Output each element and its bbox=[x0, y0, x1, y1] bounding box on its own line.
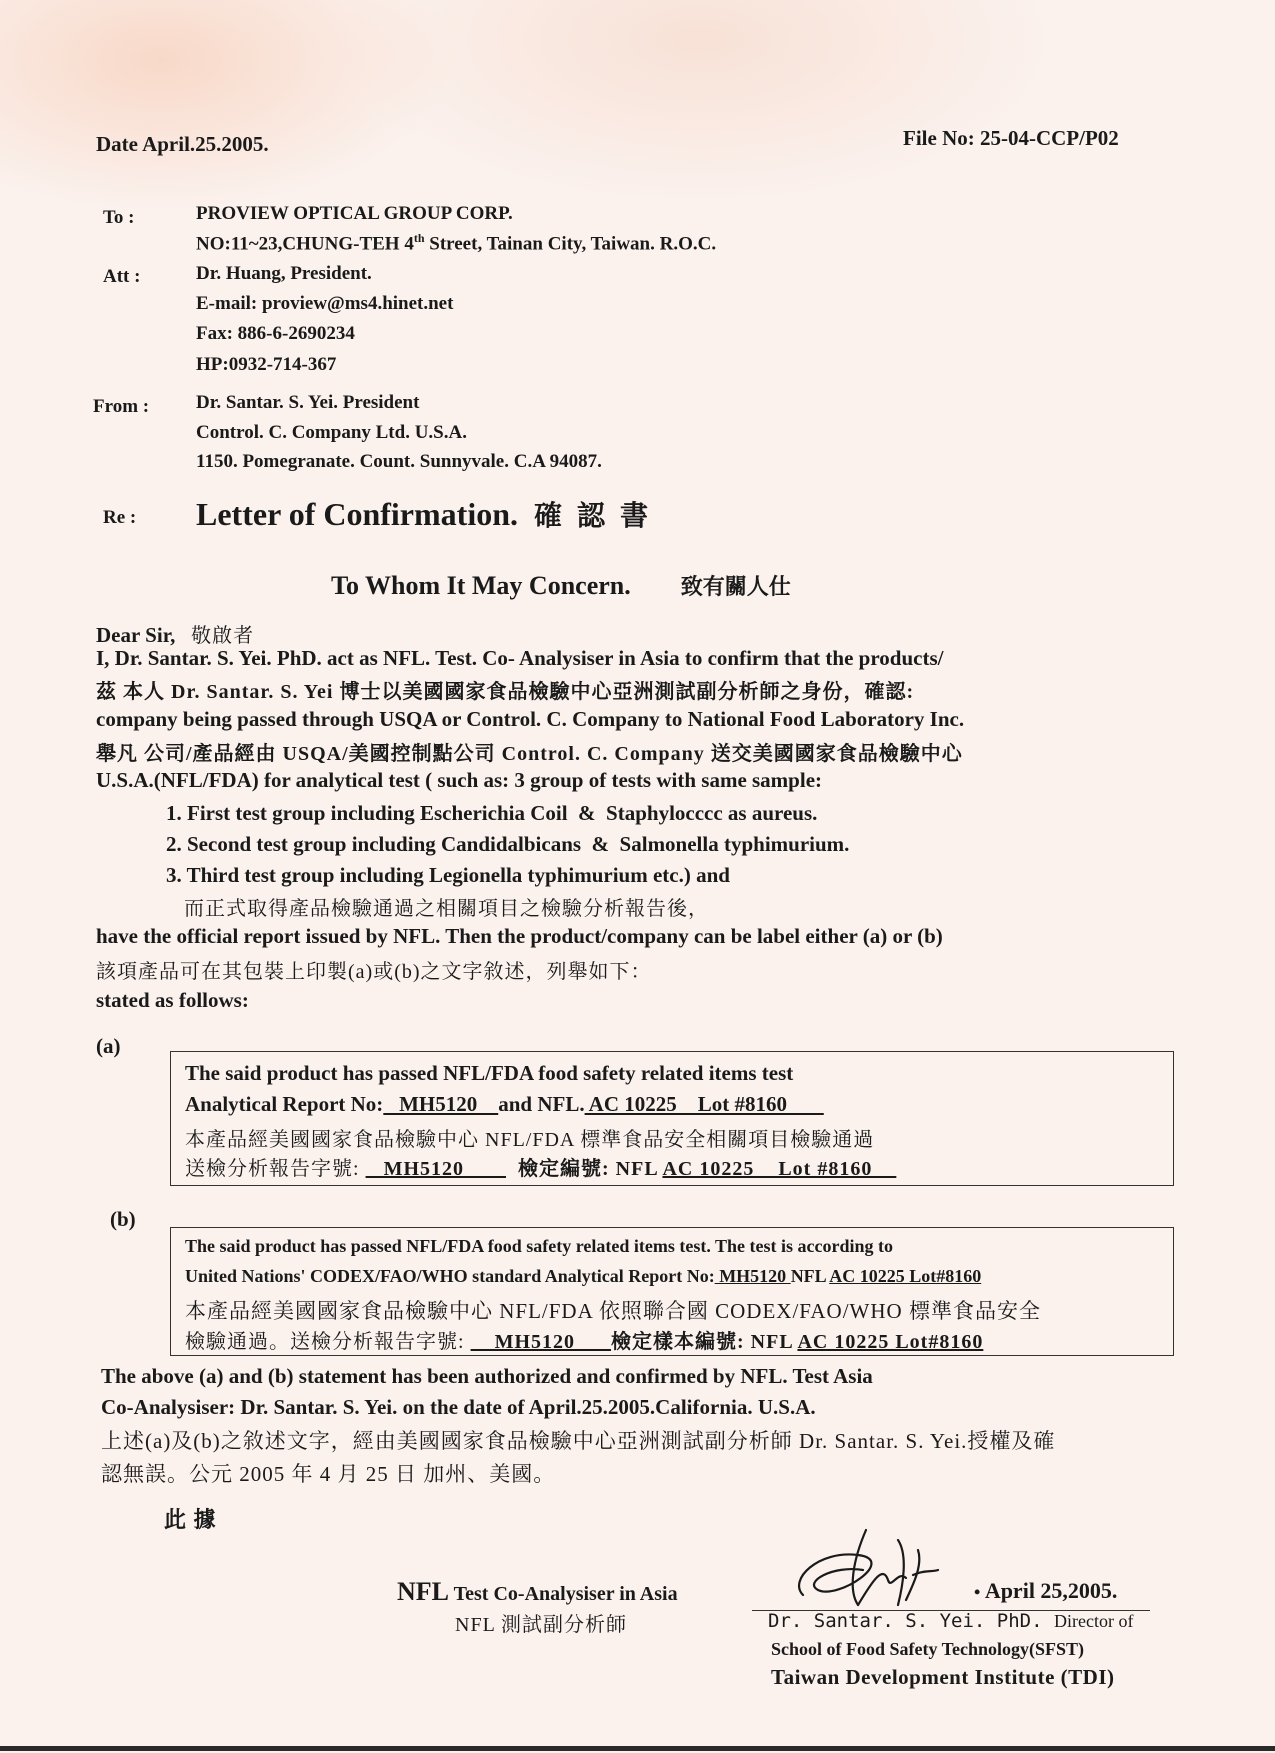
to-company: PROVIEW OPTICAL GROUP CORP. bbox=[196, 203, 513, 224]
att-fax: Fax: 886-6-2690234 bbox=[196, 323, 355, 344]
to-label: To : bbox=[103, 207, 135, 228]
att-label: Att : bbox=[103, 266, 141, 287]
from-company: Control. C. Company Ltd. U.S.A. bbox=[196, 422, 467, 443]
body-line-8: 該項產品可在其包裝上印製(a)或(b)之文字敘述，列舉如下： bbox=[96, 961, 652, 983]
test-item-3: 3. Third test group including Legionella typhimurium etc.) and bbox=[166, 863, 730, 887]
file-number: File No: 25-04-CCP/P02 bbox=[903, 126, 1119, 150]
att-phone: HP:0932-714-367 bbox=[196, 354, 337, 375]
test-item-1: 1. First test group including Escherichia Coil & Staphylocccc as aureus. bbox=[166, 801, 818, 825]
body-line-4: 舉凡 公司/產品經由 USQA/美國控制點公司 Control. C. Company 送交美國國家食品檢驗中心 bbox=[96, 743, 963, 765]
att-email: E-mail: proview@ms4.hinet.net bbox=[196, 293, 454, 314]
option-a-line-3: 本產品經美國國家食品檢驗中心 NFL/FDA 標準食品安全相關項目檢驗通過 bbox=[185, 1129, 875, 1151]
option-b-line-1: The said product has passed NFL/FDA food safety related items test. The test is according to bbox=[185, 1236, 893, 1256]
signer-title-zh: NFL 測試副分析師 bbox=[455, 1614, 628, 1636]
signer-name: Dr. Santar. S. Yei. PhD. Director of bbox=[768, 1610, 1134, 1632]
option-a-line-4: 送檢分析報告字號: MH5120 檢定編號: NFL AC 10225 Lot #8160 bbox=[185, 1158, 897, 1180]
closing-line-3: 上述(a)及(b)之敘述文字，經由美國國家食品檢驗中心亞洲測試副分析師 Dr. Santar. S. Yei.授權及確 bbox=[101, 1429, 1056, 1453]
option-a-label: (a) bbox=[96, 1034, 121, 1058]
letter-date: Date April.25.2005. bbox=[96, 132, 269, 156]
bottom-edge bbox=[0, 1746, 1275, 1751]
signer-title-en: NFL Test Co-Analysiser in Asia bbox=[397, 1577, 678, 1606]
option-b-box bbox=[170, 1227, 1174, 1356]
salutation: Dear Sir, 敬啟者 bbox=[96, 623, 255, 647]
test-item-2: 2. Second test group including Candidalbicans & Salmonella typhimurium. bbox=[166, 832, 850, 856]
to-address: NO:11~23,CHUNG-TEH 4th Street, Tainan City, Taiwan. R.O.C. bbox=[196, 231, 717, 255]
body-line-7: have the official report issued by NFL. Then the product/company can be label either (a) or (b) bbox=[96, 924, 943, 948]
body-line-5: U.S.A.(NFL/FDA) for analytical test ( such as: 3 group of tests with same sample: bbox=[96, 768, 823, 792]
att-name: Dr. Huang, President. bbox=[196, 263, 372, 284]
option-b-line-2: United Nations' CODEX/FAO/WHO standard Analytical Report No: MH5120 NFL AC 10225 Lot#8160 bbox=[185, 1266, 982, 1286]
option-a-line-1: The said product has passed NFL/FDA food safety related items test bbox=[185, 1061, 794, 1085]
to-whom-heading: To Whom It May Concern. 致有關人仕 bbox=[331, 571, 791, 600]
closing-line-2: Co-Analysiser: Dr. Santar. S. Yei. on the date of April.25.2005.California. U.S.A. bbox=[101, 1395, 816, 1419]
body-line-1: I, Dr. Santar. S. Yei. PhD. act as NFL. Test. Co- Analysiser in Asia to confirm that the products/ bbox=[96, 646, 944, 670]
from-name: Dr. Santar. S. Yei. President bbox=[196, 392, 420, 413]
option-b-label: (b) bbox=[110, 1207, 136, 1231]
option-b-line-4: 檢驗通過。送檢分析報告字號: MH5120 檢定樣本編號: NFL AC 10225 Lot#8160 bbox=[185, 1331, 984, 1353]
signer-institute: Taiwan Development Institute (TDI) bbox=[771, 1665, 1115, 1689]
option-a-line-2: Analytical Report No: MH5120 and NFL. AC 10225 Lot #8160 bbox=[185, 1092, 824, 1116]
body-line-3: company being passed through USQA or Control. C. Company to National Food Laboratory Inc. bbox=[96, 707, 965, 731]
signature-image bbox=[748, 1510, 978, 1620]
closing-line-4: 認無誤。公元 2005 年 4 月 25 日 加州、美國。 bbox=[101, 1462, 556, 1486]
body-line-2: 茲 本人 Dr. Santar. S. Yei 博士以美國國家食品檢驗中心亞洲測試副分析師之身份，確認: bbox=[96, 681, 915, 703]
closing-line-1: The above (a) and (b) statement has been authorized and confirmed by NFL. Test Asia bbox=[101, 1364, 873, 1388]
option-a-box bbox=[170, 1051, 1174, 1186]
re-label: Re : bbox=[103, 507, 137, 528]
body-line-6: 而正式取得產品檢驗通過之相關項目之檢驗分析報告後， bbox=[184, 898, 709, 920]
signer-school: School of Food Safety Technology(SFST) bbox=[771, 1639, 1085, 1659]
signature-date: • April 25,2005. bbox=[974, 1578, 1118, 1603]
re-subject: Letter of Confirmation. 確 認 書 bbox=[196, 496, 653, 532]
option-b-line-3: 本產品經美國國家食品檢驗中心 NFL/FDA 依照聯合國 CODEX/FAO/WHO 標準食品安全 bbox=[185, 1299, 1041, 1323]
from-address: 1150. Pomegranate. Count. Sunnyvale. C.A 94087. bbox=[196, 451, 602, 472]
from-label: From : bbox=[93, 396, 150, 417]
closing-line-5: 此 據 bbox=[164, 1507, 217, 1532]
body-line-9: stated as follows: bbox=[96, 988, 249, 1012]
